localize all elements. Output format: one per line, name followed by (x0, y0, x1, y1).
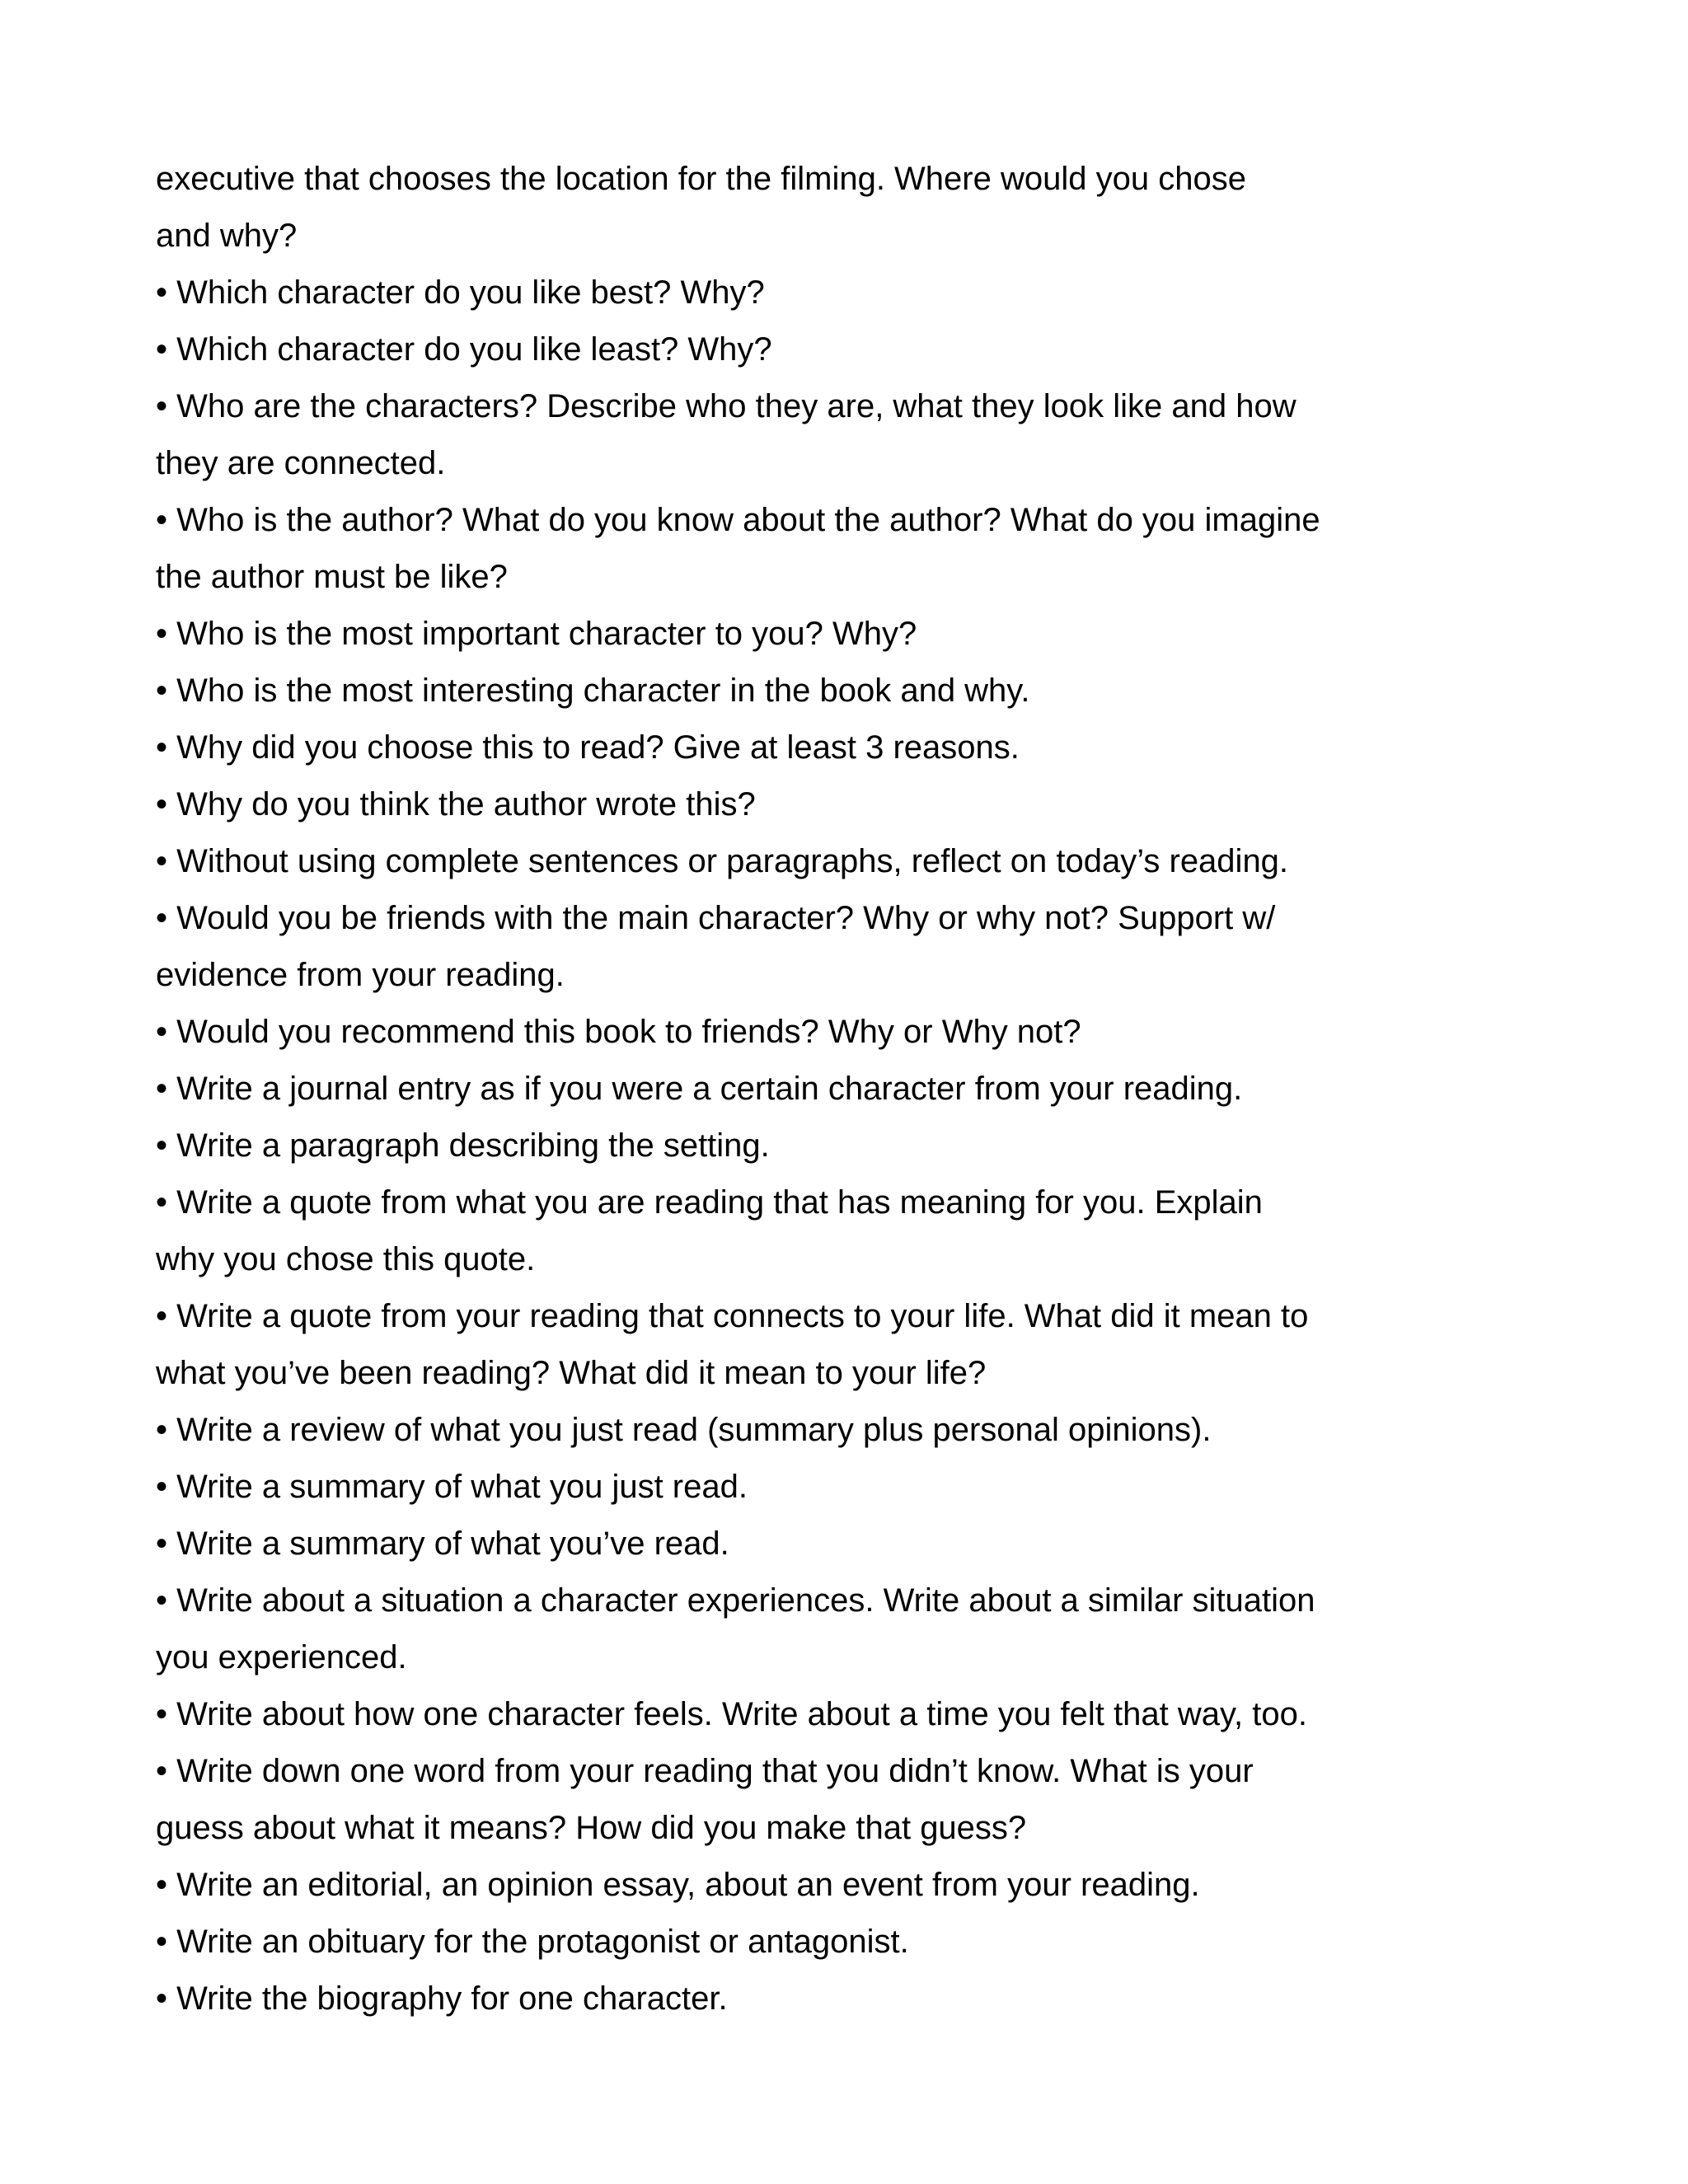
text-line: executive that chooses the location for the filming. Where would you chose (156, 161, 1246, 197)
text-line: • Who is the author? What do you know about the author? What do you imagine (156, 502, 1320, 538)
text-line: • Write a summary of what you just read. (156, 1469, 748, 1505)
text-line: • Would you be friends with the main character? Why or why not? Support w/ (156, 900, 1276, 936)
text-line: evidence from your reading. (156, 957, 565, 993)
text-line: • Write the biography for one character. (156, 1980, 728, 2017)
text-line: • Write a quote from your reading that connects to your life. What did it mean to (156, 1298, 1309, 1334)
text-line: • Write down one word from your reading that you didn’t know. What is your (156, 1753, 1254, 1789)
text-line: guess about what it means? How did you make that guess? (156, 1810, 1027, 1846)
text-line: • Would you recommend this book to friends? Why or Why not? (156, 1014, 1081, 1050)
text-line: why you chose this quote. (156, 1241, 536, 1277)
text-line: what you’ve been reading? What did it mean to your life? (156, 1355, 987, 1391)
text-line: • Which character do you like least? Why? (156, 331, 772, 368)
text-line: and why? (156, 218, 298, 254)
text-line: • Who is the most interesting character in the book and why. (156, 673, 1030, 709)
text-line: they are connected. (156, 445, 446, 481)
text-line: • Write a summary of what you’ve read. (156, 1526, 729, 1562)
text-line: • Write about how one character feels. Write about a time you felt that way, too. (156, 1696, 1307, 1732)
text-line: • Without using complete sentences or paragraphs, reflect on today’s reading. (156, 843, 1289, 879)
text-line: • Who is the most important character to you? Why? (156, 616, 917, 652)
text-line: you experienced. (156, 1639, 407, 1675)
text-line: • Write an editorial, an opinion essay, about an event from your reading. (156, 1867, 1200, 1903)
text-line: • Write a quote from what you are reading that has meaning for you. Explain (156, 1184, 1263, 1221)
text-line: • Write a review of what you just read (summary plus personal opinions). (156, 1412, 1212, 1448)
text-line: • Who are the characters? Describe who they are, what they look like and how (156, 388, 1296, 424)
text-line: • Write an obituary for the protagonist or antagonist. (156, 1924, 909, 1960)
text-line: • Write a journal entry as if you were a certain character from your reading. (156, 1071, 1243, 1107)
text-line: • Which character do you like best? Why? (156, 274, 765, 311)
text-line: • Write a paragraph describing the setting. (156, 1127, 770, 1164)
text-line: the author must be like? (156, 559, 508, 595)
text-line: • Why did you choose this to read? Give at least 3 reasons. (156, 729, 1020, 766)
text-line: • Write about a situation a character experiences. Write about a similar situation (156, 1582, 1315, 1619)
document-body (156, 151, 1376, 2027)
text-line: • Why do you think the author wrote this? (156, 786, 756, 823)
